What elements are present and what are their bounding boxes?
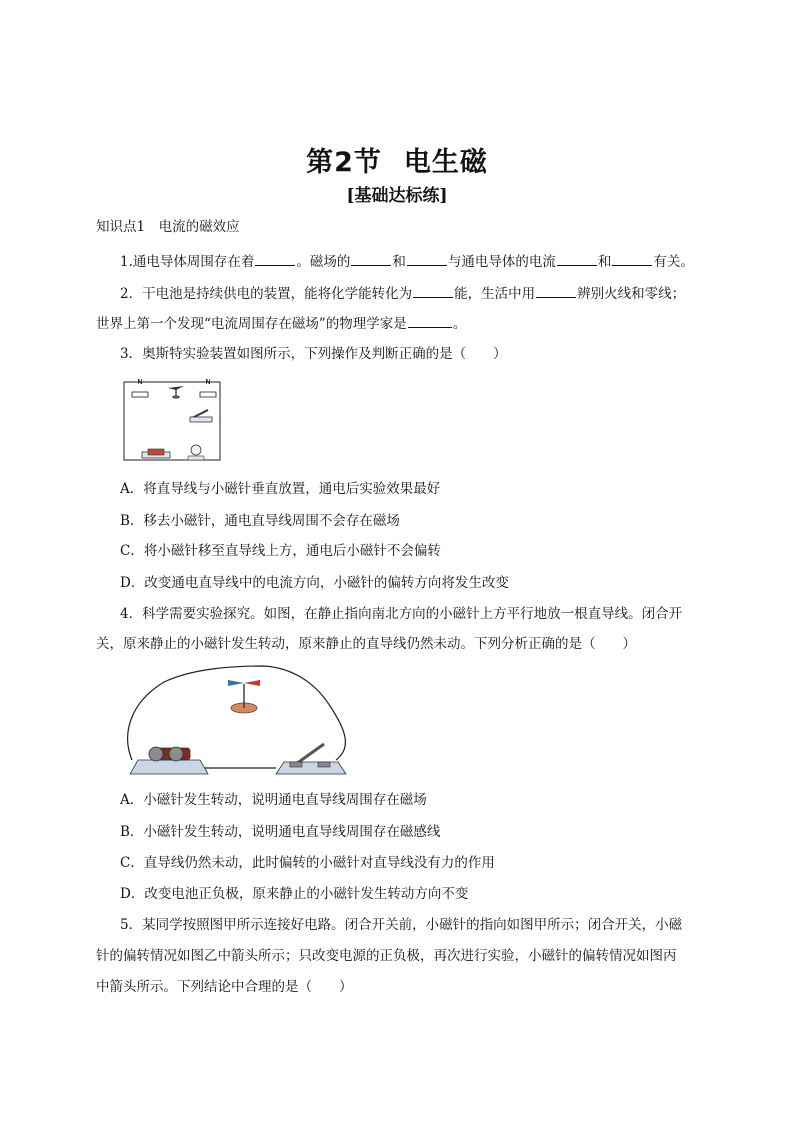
north-label-left: N [137, 378, 143, 386]
compass-wire-figure [124, 664, 356, 780]
page-subtitle: [基础达标练] [346, 186, 448, 206]
answer-blank[interactable] [612, 251, 652, 266]
switch-board-icon [276, 762, 346, 774]
wire-clamp-left [132, 392, 148, 397]
answer-blank[interactable] [557, 251, 597, 266]
light-bulb-icon [191, 445, 201, 455]
wire-clamp-right [200, 392, 216, 397]
question-4-option-d[interactable]: D．改变电池正负极，原来静止的小磁针发生转动方向不变 [120, 886, 469, 902]
page-title [0, 140, 794, 179]
section-number: 第2节 [306, 147, 382, 178]
answer-blank[interactable] [408, 313, 452, 328]
question-4-option-b[interactable]: B．小磁针发生转动，说明通电直导线周围存在磁感线 [120, 824, 441, 840]
question-2-line-1: 2．干电池是持续供电的装置，能将化学能转化为 能，生活中用 辨别火线和零线； [120, 283, 685, 304]
question-5-line-2: 针的偏转情况如图乙中箭头所示；只改变电源的正负极，再次进行实验，小磁针的偏转情况如图丙 [96, 948, 677, 964]
wire-loop [128, 666, 346, 760]
question-3-option-a[interactable]: A．将直导线与小磁针垂直放置，通电后实验效果最好 [120, 481, 441, 497]
answer-blank[interactable] [413, 283, 453, 298]
answer-blank[interactable] [255, 251, 295, 266]
answer-blank[interactable] [536, 283, 576, 298]
question-3-option-d[interactable]: D．改变通电直导线中的电流方向，小磁针的偏转方向将发生改变 [120, 575, 509, 591]
question-4-line-2: 关，原来静止的小磁针发生转动，原来静止的直导线仍然未动。下列分析正确的是（ ） [96, 636, 636, 652]
question-5-line-3: 中箭头所示。下列结论中合理的是（ ） [96, 979, 353, 995]
question-2-line-2: 世界上第一个发现“电流周围存在磁场”的物理学家是 。 [96, 313, 466, 334]
question-4-option-a[interactable]: A．小磁针发生转动，说明通电直导线周围存在磁场 [120, 792, 427, 808]
question-3-option-b[interactable]: B．移去小磁针，通电直导线周围不会存在磁场 [120, 513, 400, 529]
answer-blank[interactable] [351, 251, 391, 266]
answer-blank[interactable] [407, 251, 447, 266]
section-title: 电生磁 [403, 147, 488, 178]
oersted-experiment-figure [118, 372, 238, 468]
question-1: 1.通电导体周围存在着 。磁场的 和 与通电导体的电流 和 有关。 [120, 251, 694, 272]
battery-board-icon [130, 760, 208, 774]
magnetic-needle-icon [228, 680, 244, 686]
question-3-option-c[interactable]: C．将小磁针移至直导线上方，通电后小磁针不会偏转 [120, 543, 441, 559]
knife-switch-icon [296, 744, 324, 764]
question-5-line-1: 5．某同学按照图甲所示连接好电路。闭合开关前，小磁针的指向如图甲所示；闭合开关，小磁 [120, 917, 683, 933]
question-4-line-1: 4．科学需要实验探究。如图，在静止指向南北方向的小磁针上方平行地放一根直导线。闭合开 [120, 606, 683, 622]
question-3-stem: 3．奥斯特实验装置如图所示，下列操作及判断正确的是（ ） [120, 346, 507, 362]
knowledge-point-heading: 知识点1 电流的磁效应 [96, 219, 240, 235]
question-4-option-c[interactable]: C．直导线仍然未动，此时偏转的小磁针对直导线没有力的作用 [120, 855, 495, 871]
north-label-right: N [205, 378, 211, 386]
